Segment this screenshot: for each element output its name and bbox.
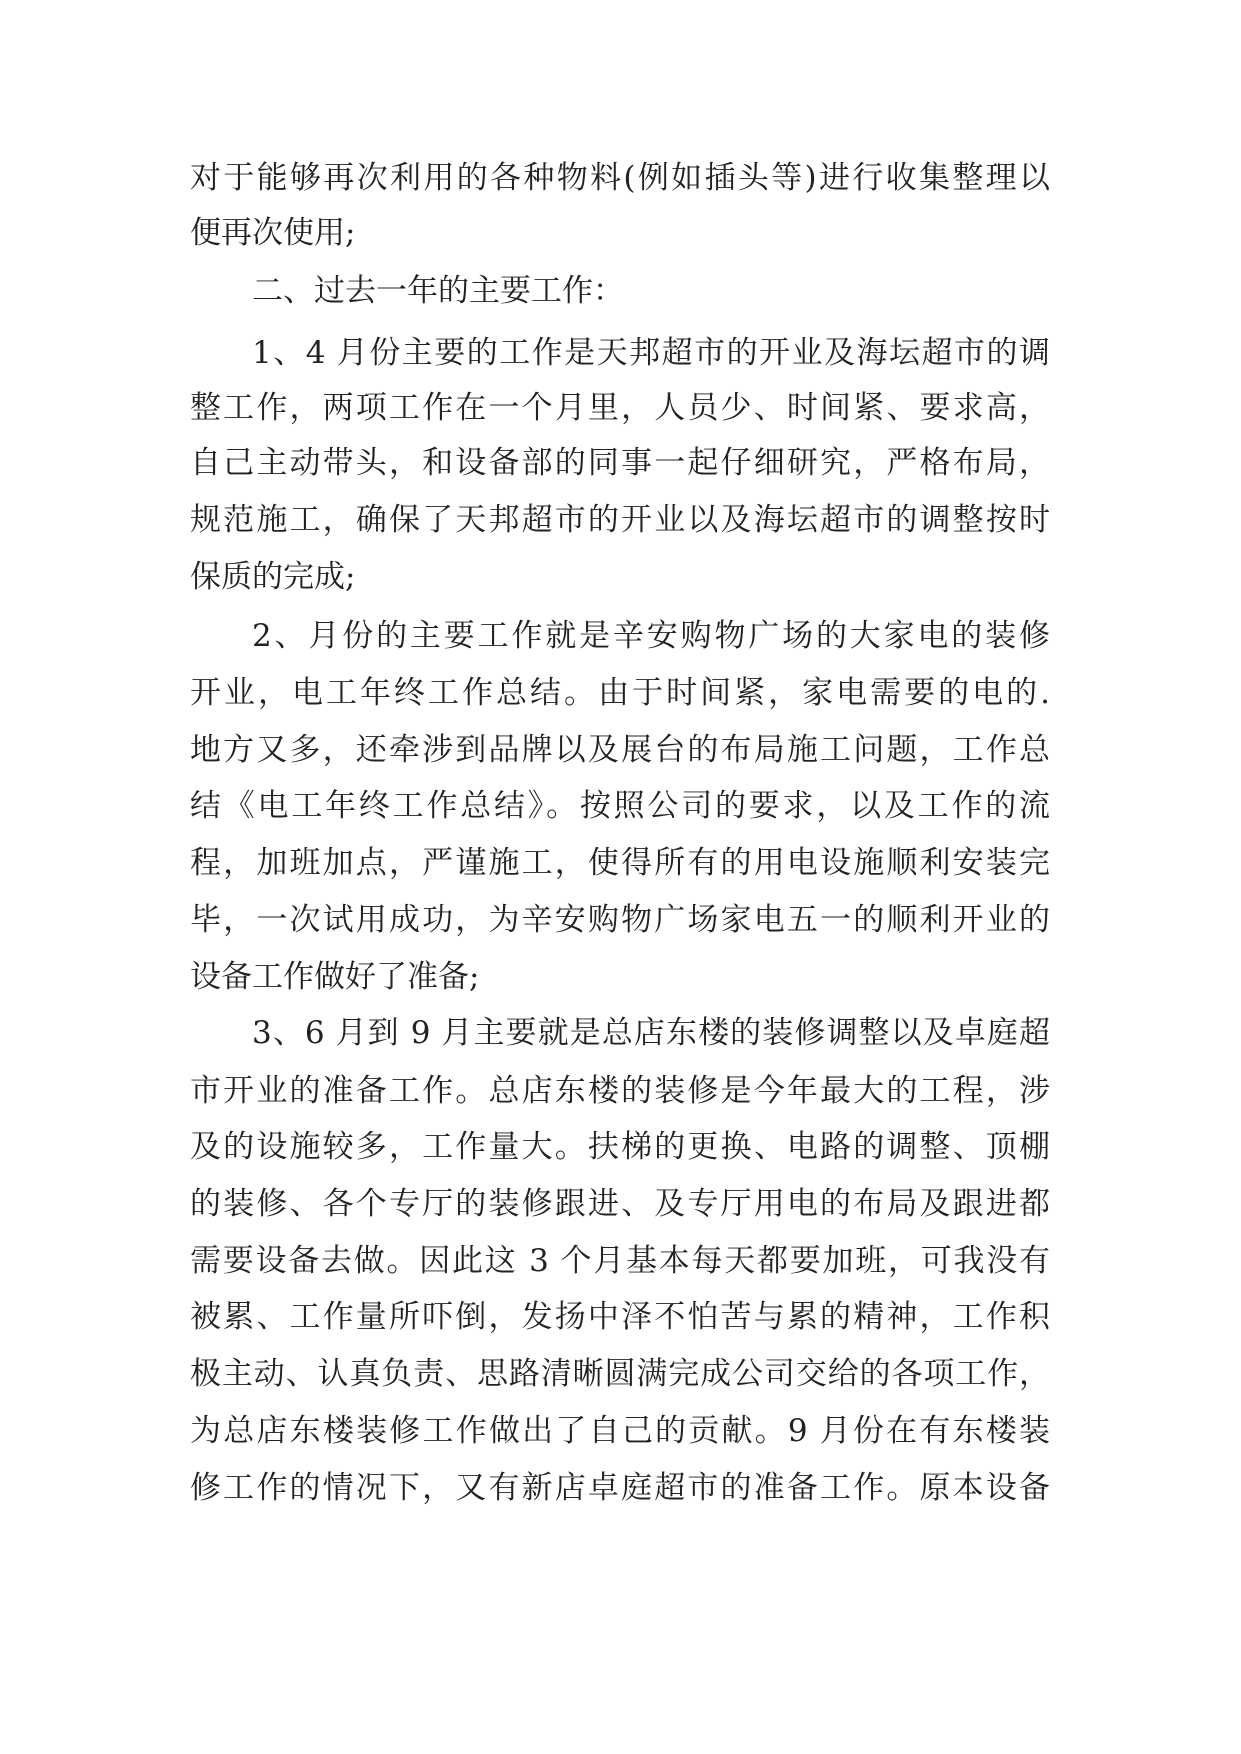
paragraph-line: 2、月份的主要工作就是辛安购物广场的大家电的装修 (252, 618, 1050, 654)
paragraph-line: 的装修、各个专厅的装修跟进、及专厅用电的布局及跟进都 (190, 1186, 1050, 1222)
paragraph-line: 程，加班加点，严谨施工，使得所有的用电设施顺利安装完 (190, 845, 1050, 881)
paragraph-line: 为总店东楼装修工作做出了自己的贡献。9 月份在有东楼装 (190, 1413, 1050, 1449)
paragraph-line: 及的设施较多，工作量大。扶梯的更换、电路的调整、顶棚 (190, 1129, 1050, 1165)
paragraph-line: 规范施工，确保了天邦超市的开业以及海坛超市的调整按时 (190, 502, 1050, 538)
paragraph-line: 对于能够再次利用的各种物料(例如插头等)进行收集整理以 (190, 160, 1050, 196)
paragraph-line: 自己主动带头，和设备部的同事一起仔细研究，严格布局， (190, 445, 1050, 481)
paragraph-line: 毕，一次试用成功，为辛安购物广场家电五一的顺利开业的 (190, 902, 1050, 938)
paragraph-line: 地方又多，还牵涉到品牌以及展台的布局施工问题，工作总 (190, 732, 1050, 768)
paragraph-line: 需要设备去做。因此这 3 个月基本每天都要加班，可我没有 (190, 1243, 1050, 1279)
paragraph-line: 被累、工作量所吓倒，发扬中泽不怕苦与累的精神，工作积 (190, 1299, 1050, 1335)
paragraph-line: 开业，电工年终工作总结。由于时间紧，家电需要的电的. (190, 675, 1050, 711)
paragraph-line: 便再次使用; (190, 215, 356, 251)
paragraph-line: 市开业的准备工作。总店东楼的装修是今年最大的工程，涉 (190, 1073, 1050, 1109)
paragraph-line: 1、4 月份主要的工作是天邦超市的开业及海坛超市的调 (252, 335, 1050, 371)
paragraph-line: 结《电工年终工作总结》。按照公司的要求，以及工作的流 (190, 788, 1050, 824)
paragraph-line: 极主动、认真负责、思路清晰圆满完成公司交给的各项工作， (190, 1356, 1050, 1392)
paragraph-line: 整工作，两项工作在一个月里，人员少、时间紧、要求高， (190, 390, 1050, 426)
paragraph-line: 设备工作做好了准备; (190, 959, 480, 995)
paragraph-line: 保质的完成; (190, 559, 356, 595)
paragraph-line: 修工作的情况下，又有新店卓庭超市的准备工作。原本设备 (190, 1470, 1050, 1506)
section-heading: 二、过去一年的主要工作： (252, 273, 624, 309)
paragraph-line: 3、6 月到 9 月主要就是总店东楼的装修调整以及卓庭超 (252, 1015, 1050, 1051)
